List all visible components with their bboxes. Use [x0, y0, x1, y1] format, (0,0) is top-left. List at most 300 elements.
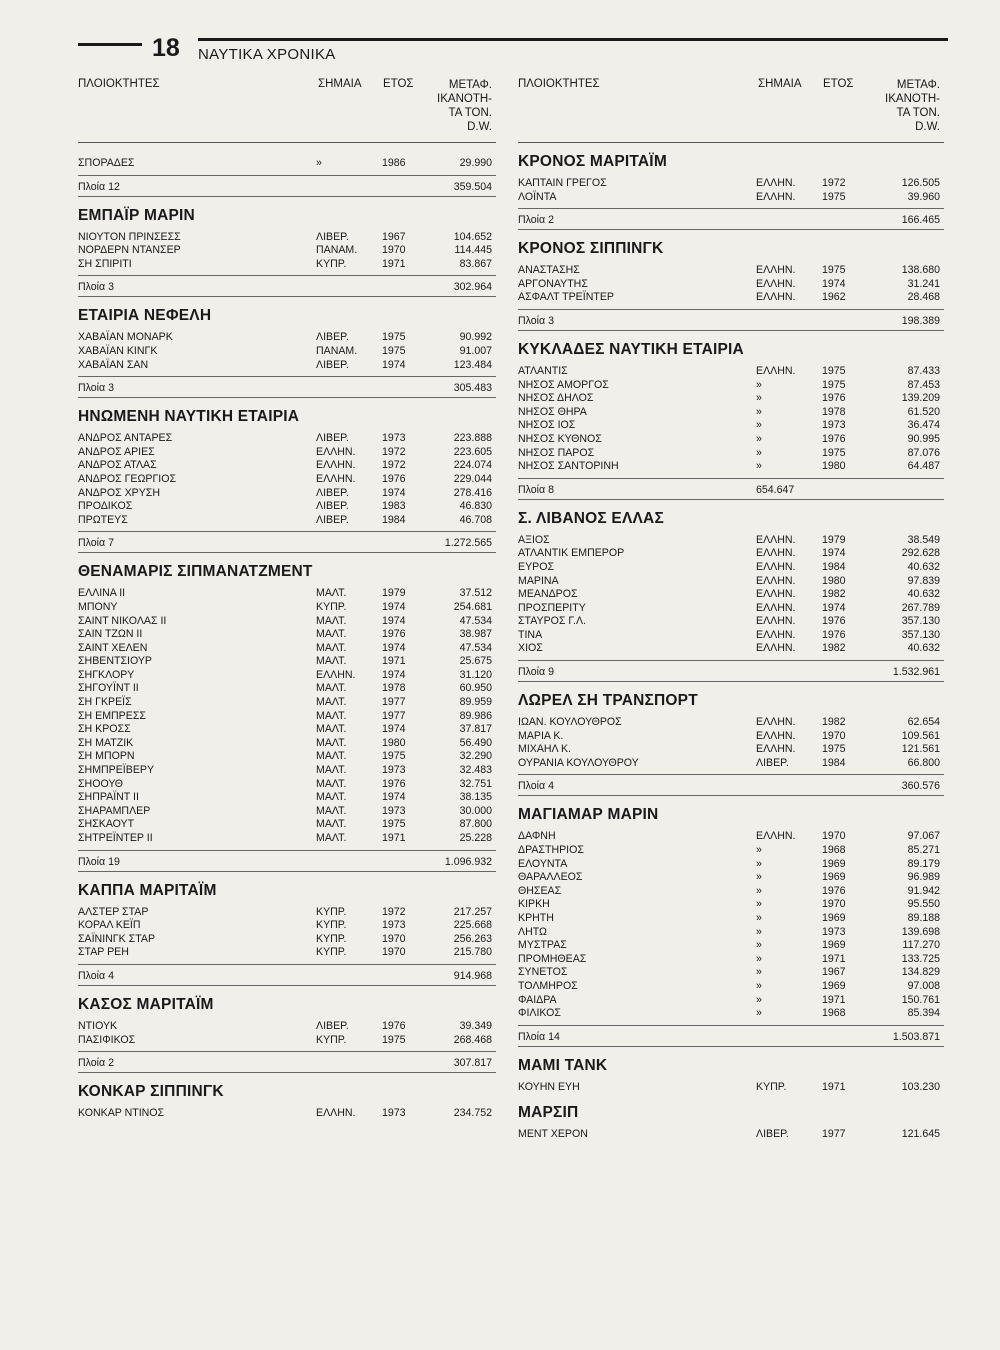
ship-tonnage: 39.349: [459, 1019, 492, 1032]
ship-name: ΑΣΦΑΛΤ ΤΡΕΪΝΤΕΡ: [518, 291, 614, 304]
ship-year: 1975: [822, 446, 846, 459]
total-tonnage: 198.389: [901, 314, 940, 327]
ship-flag: »: [756, 979, 762, 992]
total-ships-label: Πλοία 14: [518, 1030, 560, 1043]
ship-flag: ΕΛΛΗΝ.: [756, 601, 796, 614]
total-ships-label: Πλοία 2: [78, 1057, 114, 1070]
ship-name: ΣΑΙΝ ΤΖΩΝ ΙΙ: [78, 628, 143, 641]
ship-year: 1969: [822, 939, 846, 952]
ship-name: ΑΞΙΟΣ: [518, 533, 550, 546]
ship-flag: ΛΙΒΕΡ.: [316, 486, 349, 499]
ship-row: [78, 655, 496, 669]
ship-name: ΛΗΤΩ: [518, 925, 547, 938]
ship-name: ΝΗΣΟΣ ΣΑΝΤΟΡΙΝΗ: [518, 460, 619, 473]
ship-year: 1973: [382, 804, 406, 817]
ship-row: [518, 1128, 944, 1142]
ship-year: 1982: [822, 642, 846, 655]
ship-row: [78, 642, 496, 656]
ship-row: [78, 231, 496, 245]
ship-tonnage: 38.987: [459, 628, 492, 641]
ship-tonnage: 85.394: [907, 1007, 940, 1020]
ship-tonnage: 47.534: [459, 641, 492, 654]
ship-tonnage: 139.698: [901, 925, 940, 938]
ship-row: [78, 669, 496, 683]
ship-tonnage: 126.505: [901, 177, 940, 189]
ship-year: 1972: [822, 177, 846, 189]
total-ships-label: Πλοία 4: [518, 780, 554, 793]
total-tonnage: 359.504: [453, 180, 492, 193]
ship-name: ΘΗΣΕΑΣ: [518, 884, 562, 897]
ship-row: [518, 433, 944, 447]
ship-name: ΝΗΣΟΣ ΘΗΡΑ: [518, 405, 587, 418]
ship-name: ΕΥΡΟΣ: [518, 560, 554, 573]
ship-name: ΝΤΙΟΥΚ: [78, 1019, 118, 1032]
ship-name: ΑΝΔΡΟΣ ΑΡΙΕΣ: [78, 445, 155, 458]
ship-tonnage: 37.512: [459, 587, 492, 600]
ship-flag: ΕΛΛΗΝ.: [756, 574, 796, 587]
ship-name: ΑΝΑΣΤΑΣΗΣ: [518, 264, 580, 277]
ship-tonnage: 62.654: [907, 716, 940, 729]
ship-row: [518, 926, 944, 940]
ship-year: 1975: [382, 1033, 406, 1046]
ship-row: [518, 561, 944, 575]
ship-year: 1984: [382, 513, 406, 526]
company-block: [78, 207, 496, 298]
ship-tonnage: 223.605: [453, 445, 492, 458]
ship-year: 1974: [822, 601, 846, 614]
ship-row: [78, 791, 496, 805]
ship-flag: ΕΛΛΗΝ.: [756, 560, 796, 573]
header-flag: ΣΗΜΑΙΑ: [318, 78, 362, 90]
ship-flag: »: [756, 884, 762, 897]
header-capacity-line: D.W.: [467, 121, 492, 133]
company-block: [78, 996, 496, 1073]
ship-flag: ΕΛΛΗΝ.: [756, 588, 796, 601]
ship-tonnage: 268.468: [453, 1033, 492, 1046]
ship-year: 1971: [822, 993, 846, 1006]
ship-flag: »: [756, 419, 762, 432]
right-column: [518, 76, 944, 1142]
ship-row: [78, 764, 496, 778]
header-capacity-line: D.W.: [915, 121, 940, 133]
total-ships-label: Πλοία 3: [78, 382, 114, 395]
ship-row: [78, 737, 496, 751]
ship-year: 1974: [382, 600, 406, 613]
ship-tonnage: 97.839: [907, 574, 940, 587]
ship-name: ΣΑΙΝΤ ΧΕΛΕΝ: [78, 641, 148, 654]
ship-row: [518, 365, 944, 379]
ship-row: [518, 966, 944, 980]
ship-tonnage: 89.188: [907, 912, 940, 924]
ship-flag: ΚΥΠΡ.: [316, 600, 347, 613]
company-total: [518, 208, 944, 230]
magazine-title: ΝΑΥΤΙΚΑ ΧΡΟΝΙΚΑ: [198, 46, 336, 63]
ship-year: 1974: [382, 723, 406, 736]
ship-year: 1974: [822, 277, 846, 290]
ship-row: [518, 871, 944, 885]
ship-tonnage: 89.986: [459, 709, 492, 722]
ship-year: 1973: [382, 432, 406, 445]
ship-year: 1976: [822, 392, 846, 405]
ship-name: ΣΑΪΝΙΝΓΚ ΣΤΑΡ: [78, 932, 156, 945]
ship-year: 1971: [822, 952, 846, 965]
company-block: [518, 153, 944, 230]
ship-year: 1977: [822, 1128, 846, 1141]
ship-name: ΧΙΟΣ: [518, 642, 543, 655]
ship-name: ΣΗΜΠΡΕΪΒΕΡΥ: [78, 764, 155, 777]
company-total: [518, 774, 944, 796]
ship-year: 1971: [382, 257, 406, 270]
ship-name: ΜΠΟΝΥ: [78, 600, 118, 613]
ship-row: [78, 805, 496, 819]
column-header: [518, 76, 944, 142]
ship-name: ΣΗ ΕΜΠΡΕΣΣ: [78, 709, 146, 722]
ship-row: [78, 1034, 496, 1048]
total-tonnage: 1.532.961: [892, 666, 940, 679]
ship-name: ΣΤΑΡ ΡΕΗ: [78, 946, 129, 959]
total-tonnage: 654.647: [756, 483, 795, 496]
ship-tonnage: 104.652: [453, 230, 492, 243]
ship-row: [518, 460, 944, 474]
company-block: [518, 240, 944, 331]
ship-tonnage: 85.271: [907, 844, 940, 857]
ship-year: 1976: [382, 777, 406, 790]
total-tonnage: 914.968: [453, 969, 492, 982]
ship-name: ΑΝΔΡΟΣ ΓΕΩΡΓΙΟΣ: [78, 472, 177, 485]
ship-row: [518, 912, 944, 926]
ship-tonnage: 30.000: [459, 804, 492, 817]
ship-tonnage: 87.076: [907, 446, 940, 459]
ship-year: 1970: [382, 946, 406, 959]
ship-row: [78, 500, 496, 514]
ship-year: 1980: [822, 460, 846, 473]
ship-year: 1971: [382, 655, 406, 668]
ship-row: [518, 392, 944, 406]
ship-tonnage: 114.445: [454, 244, 492, 257]
ship-name: ΜΕΑΝΔΡΟΣ: [518, 588, 578, 601]
column-header: [78, 76, 496, 142]
ship-row: [78, 628, 496, 642]
ship-name: ΝΗΣΟΣ ΙΟΣ: [518, 419, 576, 432]
ship-name: ΣΗ ΚΡΟΣΣ: [78, 723, 131, 736]
company-block: [78, 563, 496, 871]
ship-tonnage: 89.959: [459, 696, 492, 709]
left-column: [78, 76, 496, 1121]
ship-flag: ΛΙΒΕΡ.: [756, 756, 789, 769]
ship-name: ΤΟΛΜΗΡΟΣ: [518, 979, 578, 992]
company-total: [78, 850, 496, 872]
ship-name: ΕΛΟΥΝΤΑ: [518, 857, 568, 870]
company-name: ΜΑΡΣΙΠ: [518, 1104, 579, 1122]
ship-row: [78, 1107, 496, 1121]
ship-name: ΝΗΣΟΣ ΔΗΛΟΣ: [518, 392, 594, 405]
ship-flag: ΛΙΒΕΡ.: [316, 358, 349, 371]
company-name: ΚΡΟΝΟΣ ΣΙΠΠΙΝΓΚ: [518, 240, 664, 258]
ship-year: 1971: [382, 832, 406, 844]
company-name: ΚΟΝΚΑΡ ΣΙΠΠΙΝΓΚ: [78, 1083, 224, 1101]
ship-year: 1980: [382, 736, 406, 749]
company-total: [518, 660, 944, 682]
ship-row: [78, 459, 496, 473]
ship-flag: ΛΙΒΕΡ.: [316, 432, 349, 445]
ship-flag: »: [756, 446, 762, 459]
ship-row: [518, 994, 944, 1008]
header-rule-left: [78, 43, 142, 46]
ship-row: [78, 244, 496, 258]
total-ships-label: Πλοία 7: [78, 537, 114, 550]
ship-name: ΜΥΣΤΡΑΣ: [518, 939, 567, 952]
ship-name: ΘΑΡΑΛΛΕΟΣ: [518, 871, 583, 884]
ship-year: 1969: [822, 871, 846, 884]
ship-flag: »: [756, 1007, 762, 1020]
ship-flag: »: [756, 939, 762, 952]
ship-name: ΧΑΒΑΪΑΝ ΚΙΝΓΚ: [78, 344, 158, 357]
ship-flag: »: [756, 898, 762, 911]
company-block: [78, 1083, 496, 1121]
ship-tonnage: 150.761: [901, 993, 940, 1006]
ship-flag: ΕΛΛΗΝ.: [756, 642, 796, 655]
ship-name: ΛΟΪΝΤΑ: [518, 190, 557, 203]
ship-tonnage: 357.130: [901, 615, 940, 628]
total-ships-label: Πλοία 3: [518, 314, 554, 327]
ship-row: [78, 933, 496, 947]
header-capacity: [860, 78, 940, 134]
ship-name: ΝΗΣΟΣ ΠΑΡΟΣ: [518, 446, 595, 459]
ship-tonnage: 117.270: [902, 939, 940, 952]
company-name: ΚΡΟΝΟΣ ΜΑΡΙΤΑΪΜ: [518, 153, 667, 170]
ship-year: 1972: [382, 905, 406, 918]
total-ships-label: Πλοία 4: [78, 969, 114, 982]
ship-name: ΙΩΑΝ. ΚΟΥΛΟΥΘΡΟΣ: [518, 716, 622, 729]
ship-tonnage: 121.645: [901, 1128, 940, 1141]
ship-row: [518, 1081, 944, 1095]
ship-tonnage: 28.468: [907, 291, 940, 304]
ship-name: ΑΝΔΡΟΣ ΑΤΛΑΣ: [78, 459, 157, 472]
ship-year: 1967: [382, 230, 406, 243]
ship-name: ΣΤΑΥΡΟΣ Γ.Λ.: [518, 615, 587, 628]
ship-name: ΜΙΧΑΗΛ Κ.: [518, 743, 571, 756]
ship-flag: ΕΛΛΗΝ.: [756, 628, 796, 641]
total-tonnage: 305.483: [453, 382, 492, 395]
ship-row: [518, 379, 944, 393]
ship-row: [518, 602, 944, 616]
ship-name: ΦΙΛΙΚΟΣ: [518, 1007, 561, 1020]
ship-row: [78, 432, 496, 446]
ship-name: ΝΗΣΟΣ ΑΜΟΡΓΟΣ: [518, 378, 609, 391]
ship-tonnage: 40.632: [907, 642, 940, 655]
ship-flag: ΜΑΛΤ.: [316, 832, 347, 844]
total-tonnage: 1.096.932: [444, 855, 492, 868]
ship-tonnage: 87.800: [459, 818, 492, 831]
total-ships-label: Πλοία 12: [78, 180, 120, 193]
ship-tonnage: 91.942: [907, 884, 940, 897]
ship-name: ΣΗ ΜΠΟΡΝ: [78, 750, 135, 763]
total-ships-label: Πλοία 19: [78, 855, 120, 868]
ship-tonnage: 29.990: [459, 157, 492, 169]
ship-row: [78, 750, 496, 764]
ship-row: [78, 345, 496, 359]
ship-tonnage: 95.550: [907, 898, 940, 911]
company-block: [518, 510, 944, 682]
ship-row: [518, 406, 944, 420]
ship-tonnage: 267.789: [901, 601, 940, 614]
company-name: ΕΜΠΑΪΡ ΜΑΡΙΝ: [78, 206, 195, 224]
ship-row: [518, 642, 944, 656]
ship-year: 1967: [822, 966, 846, 979]
ship-name: ΣΗΟΟΥΘ: [78, 777, 124, 790]
ship-row: [518, 1007, 944, 1021]
ship-tonnage: 64.487: [907, 460, 940, 473]
ship-tonnage: 37.817: [459, 723, 492, 736]
ship-year: 1974: [382, 791, 406, 804]
ship-year: 1975: [382, 331, 406, 344]
ship-flag: ΜΑΛΤ.: [316, 736, 347, 749]
ship-flag: ΕΛΛΗΝ.: [756, 830, 796, 843]
ship-tonnage: 357.130: [901, 628, 940, 641]
ship-year: 1986: [382, 157, 406, 169]
ship-flag: ΛΙΒΕΡ.: [316, 513, 349, 526]
ship-row: [518, 419, 944, 433]
header-rule-right: [198, 38, 948, 41]
ship-row: [78, 157, 496, 171]
header-rule: [78, 142, 496, 143]
ship-year: 1974: [382, 668, 406, 681]
company-name: ΚΑΣΟΣ ΜΑΡΙΤΑΪΜ: [78, 995, 214, 1013]
ship-tonnage: 292.628: [901, 547, 940, 560]
company-total: [78, 964, 496, 986]
ship-name: ΠΡΟΣΠΕΡΙΤΥ: [518, 601, 586, 614]
ship-name: ΣΗΑΡΑΜΠΛΕΡ: [78, 804, 151, 817]
ship-tonnage: 60.950: [459, 682, 492, 695]
ship-name: ΝΗΣΟΣ ΚΥΘΝΟΣ: [518, 432, 602, 445]
ship-year: 1968: [822, 1007, 846, 1020]
ship-name: ΑΛΣΤΕΡ ΣΤΑΡ: [78, 905, 149, 918]
ship-row: [78, 359, 496, 373]
ship-tonnage: 87.433: [907, 364, 940, 377]
company-block: [518, 806, 944, 1046]
header-owner: ΠΛΟΙΟΚΤΗΤΕΣ: [78, 78, 160, 90]
ship-row: [518, 830, 944, 844]
ship-row: [518, 447, 944, 461]
ship-name: ΠΡΟΜΗΘΕΑΣ: [518, 952, 587, 965]
ship-flag: ΜΑΛΤ.: [316, 682, 347, 695]
ship-name: ΧΑΒΑΪΑΝ ΜΟΝΑΡΚ: [78, 331, 173, 344]
ship-row: [78, 682, 496, 696]
company-total: [78, 275, 496, 297]
ship-name: ΜΕΝΤ ΧΕΡΟΝ: [518, 1128, 588, 1141]
ship-tonnage: 38.549: [907, 533, 940, 546]
ship-row: [518, 615, 944, 629]
ship-flag: »: [756, 460, 762, 473]
ship-row: [78, 514, 496, 528]
ship-row: [78, 919, 496, 933]
company-block: [78, 408, 496, 553]
ship-flag: ΕΛΛΗΝ.: [756, 190, 796, 203]
ship-tonnage: 96.989: [907, 871, 940, 884]
ship-year: 1975: [382, 750, 406, 763]
ship-year: 1971: [822, 1080, 846, 1093]
ship-flag: ΕΛΛΗΝ.: [316, 1107, 356, 1120]
ship-name: ΟΥΡΑΝΙΑ ΚΟΥΛΟΥΘΡΟΥ: [518, 756, 639, 769]
ship-tonnage: 121.561: [901, 743, 940, 756]
company-total: [78, 376, 496, 398]
ship-flag: ΜΑΛΤ.: [316, 804, 347, 817]
ship-row: [78, 906, 496, 920]
ship-flag: ΚΥΠΡ.: [316, 919, 347, 932]
header-rule: [518, 142, 944, 143]
ship-name: ΣΗΒΕΝΤΣΙΟΥΡ: [78, 655, 152, 668]
ship-row: [518, 885, 944, 899]
company-total: [78, 531, 496, 553]
ship-year: 1976: [822, 628, 846, 641]
ship-tonnage: 138.680: [901, 264, 940, 277]
ship-row: [78, 487, 496, 501]
ship-name: ΣΗ ΜΑΤΖΙΚ: [78, 736, 134, 749]
ship-name: ΚΑΠΤΑΙΝ ΓΡΕΓΟΣ: [518, 177, 607, 189]
ship-row: [518, 278, 944, 292]
ship-name: ΕΛΛΙΝΑ ΙΙ: [78, 587, 126, 600]
ship-tonnage: 46.830: [459, 500, 492, 513]
ship-name: ΣΗΠΡΑΪΝΤ ΙΙ: [78, 791, 139, 804]
header-flag: ΣΗΜΑΙΑ: [758, 78, 802, 90]
ship-name: ΔΑΦΝΗ: [518, 830, 556, 843]
ship-name: ΔΡΑΣΤΗΡΙΟΣ: [518, 844, 584, 857]
ship-year: 1975: [822, 378, 846, 391]
ship-year: 1970: [382, 244, 406, 257]
company-name: ΕΤΑΙΡΙΑ ΝΕΦΕΛΗ: [78, 307, 212, 325]
ship-flag: ΜΑΛΤ.: [316, 777, 347, 790]
ship-tonnage: 25.675: [459, 655, 492, 668]
ship-tonnage: 224.074: [453, 459, 492, 472]
ship-row: [518, 953, 944, 967]
ship-name: ΠΑΣΙΦΙΚΟΣ: [78, 1033, 136, 1046]
ship-row: [78, 615, 496, 629]
ship-year: 1969: [822, 857, 846, 870]
ship-flag: »: [756, 993, 762, 1006]
ship-flag: ΕΛΛΗΝ.: [756, 364, 796, 377]
ship-row: [78, 832, 496, 846]
ship-flag: ΕΛΛΗΝ.: [756, 177, 796, 189]
total-ships-label: Πλοία 3: [78, 281, 114, 294]
ship-flag: »: [756, 857, 762, 870]
ship-tonnage: 38.135: [459, 791, 492, 804]
ship-year: 1974: [382, 641, 406, 654]
ship-row: [518, 757, 944, 771]
ship-flag: »: [756, 925, 762, 938]
ship-name: ΑΤΛΑΝΤΙΚ ΕΜΠΕΡΟΡ: [518, 547, 625, 560]
ship-name: ΜΑΡΙΝΑ: [518, 574, 559, 587]
ship-row: [518, 844, 944, 858]
ship-year: 1970: [822, 830, 846, 843]
ship-flag: ΕΛΛΗΝ.: [756, 291, 796, 304]
ship-flag: »: [756, 392, 762, 405]
ship-tonnage: 47.534: [459, 614, 492, 627]
ship-flag: ΚΥΠΡ.: [316, 932, 347, 945]
ship-year: 1980: [822, 574, 846, 587]
company-name: ΚΥΚΛΑΔΕΣ ΝΑΥΤΙΚΗ ΕΤΑΙΡΙΑ: [518, 340, 744, 358]
ship-row: [78, 1020, 496, 1034]
ship-tonnage: 90.995: [907, 432, 940, 445]
ship-year: 1977: [382, 709, 406, 722]
ship-year: 1978: [382, 682, 406, 695]
ship-flag: ΕΛΛΗΝ.: [756, 716, 796, 729]
ship-row: [78, 331, 496, 345]
ship-tonnage: 32.751: [459, 777, 492, 790]
ship-row: [518, 588, 944, 602]
ship-name: ΚΡΗΤΗ: [518, 912, 554, 924]
ship-flag: ΛΙΒΕΡ.: [316, 1019, 349, 1032]
ship-flag: ΠΑΝΑΜ.: [316, 344, 358, 357]
